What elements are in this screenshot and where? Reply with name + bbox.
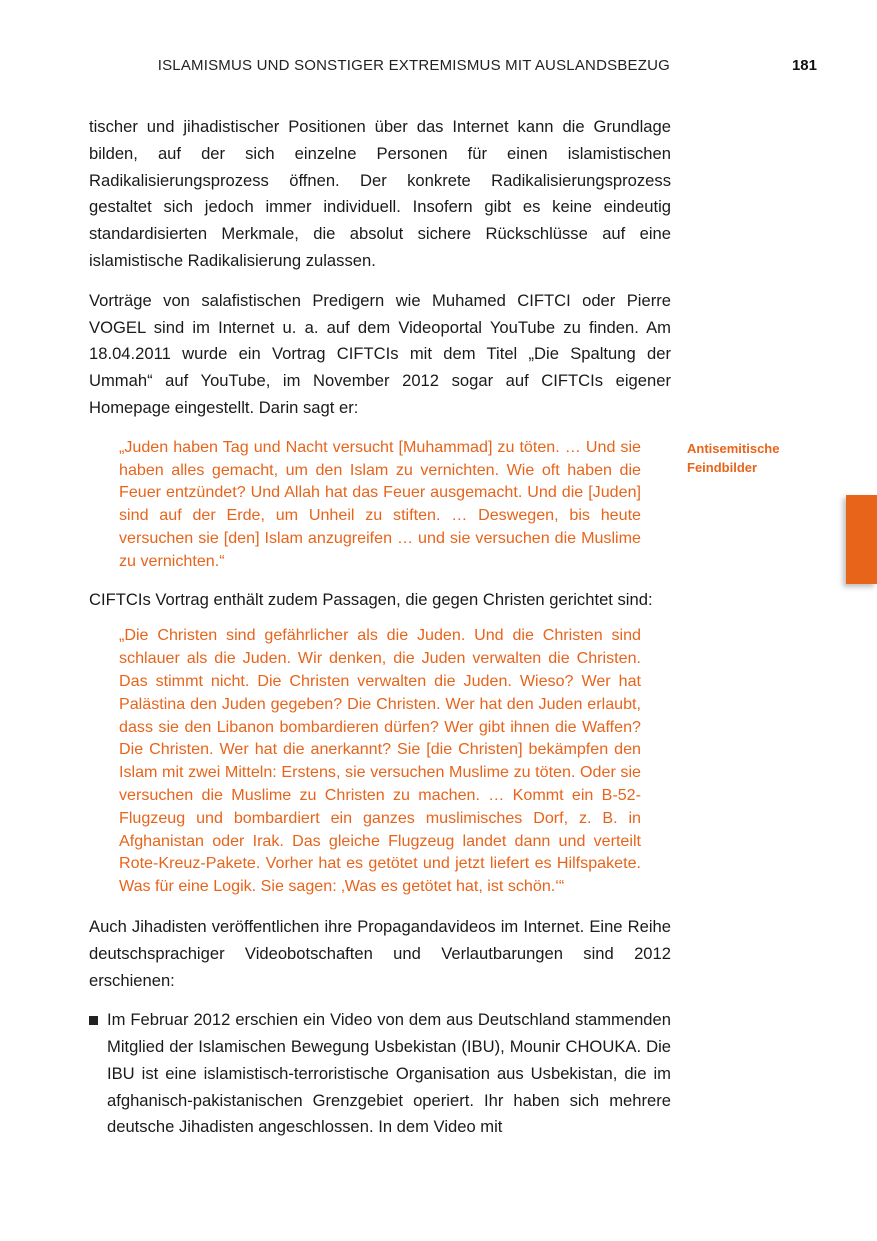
list-item-text: Im Februar 2012 erschien ein Video von dem aus Deutschland stammenden Mitglied der Islamischen Bewegung Usbekistan (IBU), Mounir CHOUKA. Die IBU ist eine islamistisch-terroristische Organisation aus Usbekistan, die im afghanisch-pakistanischen Grenzgebiet operiert. Ihr haben sich mehrere deutsche Jihadisten angeschlossen. In dem Video mit <box>107 1010 671 1137</box>
main-text-column <box>89 114 671 1141</box>
chapter-thumb-tab <box>846 495 877 584</box>
paragraph-1: tischer und jihadistischer Positionen über das Internet kann die Grundlage bilden, auf der sich einzelne Personen für einen islamistischen Radikalisierungsprozess öffnen. Der konkrete Radikalisierungsprozess gestaltet sich jedoch immer individuell. Insofern gibt es keine eindeutig standardisierten Merkmale, die absolut sichere Rückschlüsse auf eine islamistische Radikalisierung zulassen. <box>89 117 671 270</box>
square-bullet-icon <box>89 1016 98 1025</box>
running-title: ISLAMISMUS UND SONSTIGER EXTREMISMUS MIT AUSLANDSBEZUG <box>157 57 670 74</box>
list-item <box>89 1007 671 1141</box>
quote-block-2: „Die Christen sind gefährlicher als die Juden. Und die Christen sind schlauer als die Juden. Wir denken, die Juden verwalten die Christen. Das stimmt nicht. Die Christen verwalten die Juden. Wieso? Wer hat Palästina den Juden gegeben? Die Christen. Wer hat den Juden erlaubt, dass sie den Libanon bombardieren dürfen? Wer gibt ihnen die Waffen? Die Christen. Wer hat die anerkannt? Sie [die Christen] bekämpfen den Islam mit zwei Mitteln: Erstens, sie versuchen Muslime zu töten. Oder sie versuchen die Muslime zu Christen zu machen. … Kommt ein B-52-Flugzeug und bombardiert ein ganzes muslimisches Dorf, z. B. in Afghanistan oder Irak. Das gleiche Flugzeug landet dann und verteilt Rote-Kreuz-Pakete. Vorher hat es getötet und jetzt liefert es Hilfspakete. Was für eine Logik. Sie sagen: ‚Was es getötet hat, ist schön.‘“ <box>119 626 641 896</box>
paragraph-3: CIFTCIs Vortrag enthält zudem Passagen, die gegen Christen gerichtet sind: <box>89 589 653 609</box>
paragraph-2: Vorträge von salafistischen Predigern wie Muhamed CIFTCI oder Pierre VOGEL sind im Internet u. a. auf dem Videoportal YouTube zu finden. Am 18.04.2011 wurde ein Vortrag CIFTCIs mit dem Titel „Die Spaltung der Ummah“ auf YouTube, im November 2012 sogar auf CIFTCIs eigener Homepage eingestellt. Darin sagt er: <box>89 290 671 417</box>
paragraph-4: Auch Jihadisten veröffentlichen ihre Propagandavideos im Internet. Eine Reihe deutschsprachiger Videobotschaften und Verlautbarungen sind 2012 erschienen: <box>89 916 671 990</box>
page-number: 181 <box>791 57 817 74</box>
margin-note <box>687 439 827 477</box>
margin-note-line-1: Antisemitische <box>687 441 780 456</box>
margin-note-line-2: Feindbilder <box>687 460 758 475</box>
quote-block-1: „Juden haben Tag und Nacht versucht [Muhammad] zu töten. … Und sie haben alles gemacht, um den Islam zu vernichten. Wie oft haben die Feuer entzündet? Und Allah hat das Feuer ausgemacht. Und die [Juden] sind auf der Erde, um Unheil zu stiften. … Deswegen, bis heute versuchen sie [den] Islam anzugreifen … und sie versuchen die Muslime zu vernichten.“ <box>119 437 641 570</box>
